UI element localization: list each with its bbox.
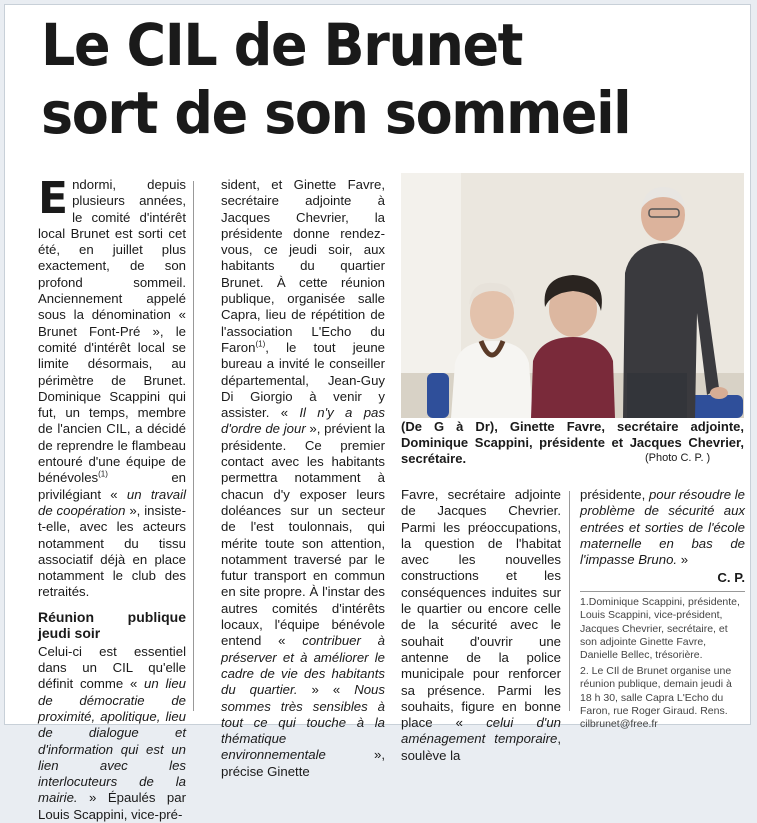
drop-cap: E bbox=[38, 173, 69, 224]
column-divider-2 bbox=[569, 491, 570, 711]
column-1 bbox=[38, 173, 186, 823]
article-photo bbox=[401, 173, 744, 418]
photo-credit: (Photo C. P. ) bbox=[645, 452, 711, 464]
article-page bbox=[4, 4, 751, 822]
headline-line-1: Le CIL de Brunet bbox=[41, 11, 523, 79]
photo-caption: (De G à Dr), Ginette Favre, secrétaire adjointe, Dominique Scappini, présidente et Jacques Chevrier, secrétaire. bbox=[401, 419, 744, 466]
headline-line-2: sort de son sommeil bbox=[41, 79, 631, 147]
col2-paragraph: sident, et Ginette Favre, secrétaire adjointe à Jacques Chevrier, la présidente donne rendez-vous, ce jeudi soir, aux habitants du quartier Brunet. À cette réunion publique, organisée salle Capra, lieu de répétition de l'association L'Echo du Faron$^{(1)}$, le tout jeune bureau a invité le conseiller départemental, Jean-Guy Di Giorgio à venir y assister. « Il n'y a pas d'ordre de jour », prévient la présidente. Ce premier contact avec les habitants permettra notamment à chacun d'y exposer leurs doléances sur un secteur de l'est toulonnais, qui mérite toute son attention, notamment traversé par le futur transport en commun en site propre. À l'instar des autres comités d'intérêts locaux, l'équipe bénévole entend « contribuer à préserver et à améliorer le cadre de vie des habitants du quartier. » « Nous sommes très sensibles à tout ce qui touche à la thématique environnementale », précise Ginette bbox=[221, 177, 386, 779]
col4-paragraph: présidente, pour résoudre le problème de sécurité aux entrées et sorties de l'école maternelle en bas de l'impasse Bruno. » bbox=[580, 487, 745, 568]
column-2 bbox=[221, 177, 385, 780]
headline bbox=[41, 11, 630, 147]
col3-paragraph: Favre, secrétaire adjointe de Jacques Chevrier. Parmi les préoccupations, la question de l'habitat avec les nouvelles constructions et les conséquences induites sur le quartier ou encore celle de la sécurité avec le souhait d'ouvrir une antenne de la police municipale pour renforcer sa présence. Parmi les souhaits, figure en bonne place « celui d'un aménagement temporaire, soulève la bbox=[401, 487, 561, 763]
photo-illustration bbox=[401, 173, 744, 418]
subheading: Réunion publique jeudi soir bbox=[38, 608, 186, 641]
author-signature: C. P. bbox=[717, 570, 745, 586]
col1-paragraph-1: Endormi, depuis plusieurs années, le comité d'intérêt local Brunet est sorti cet été, en juillet plus exactement, de son profond sommeil. Anciennement appelé sous la dénomination « Brunet Font-Pré », le comité d'intérêt local se limite désormais, au périmètre de Brunet. Dominique Scappini qui fut, un temps, membre de l'ancien CIL, a décidé de reprendre le flambeau entouré d'une équipe de bénévoles$^{(1)}$ en privilégiant « un travail de coopération », insiste-t-elle, avec les acteurs notamment du tissu associatif déjà en place notamment le club des retraités. bbox=[38, 173, 186, 600]
column-divider bbox=[193, 181, 194, 711]
footnote-1: 1.Dominique Scappini, présidente, Louis Scappini, vice-président, Jacques Chevrier, secrétaire, et son adjointe Ginette Favre, Danielle Bellec, trésorière. bbox=[580, 595, 740, 662]
column-3 bbox=[401, 487, 561, 764]
col1-paragraph-2: Celui-ci est essentiel dans un CIL qu'elle définit comme « un lieu de démocratie de proximité, apolitique, lieu de dialogue et d'information qui est un lien avec les interlocuteurs de la mairie. » Épaulés par Louis Scappini, vice-pré- bbox=[38, 643, 186, 822]
footnote-2: 2. Le CIl de Brunet organise une réunion publique, demain jeudi à 18 h 30, salle Capra L'Echo du Faron, rue Roger Giraud. Rens. cilbrunet@free.fr bbox=[580, 664, 732, 731]
column-4 bbox=[580, 487, 745, 734]
notes-divider bbox=[580, 591, 745, 592]
